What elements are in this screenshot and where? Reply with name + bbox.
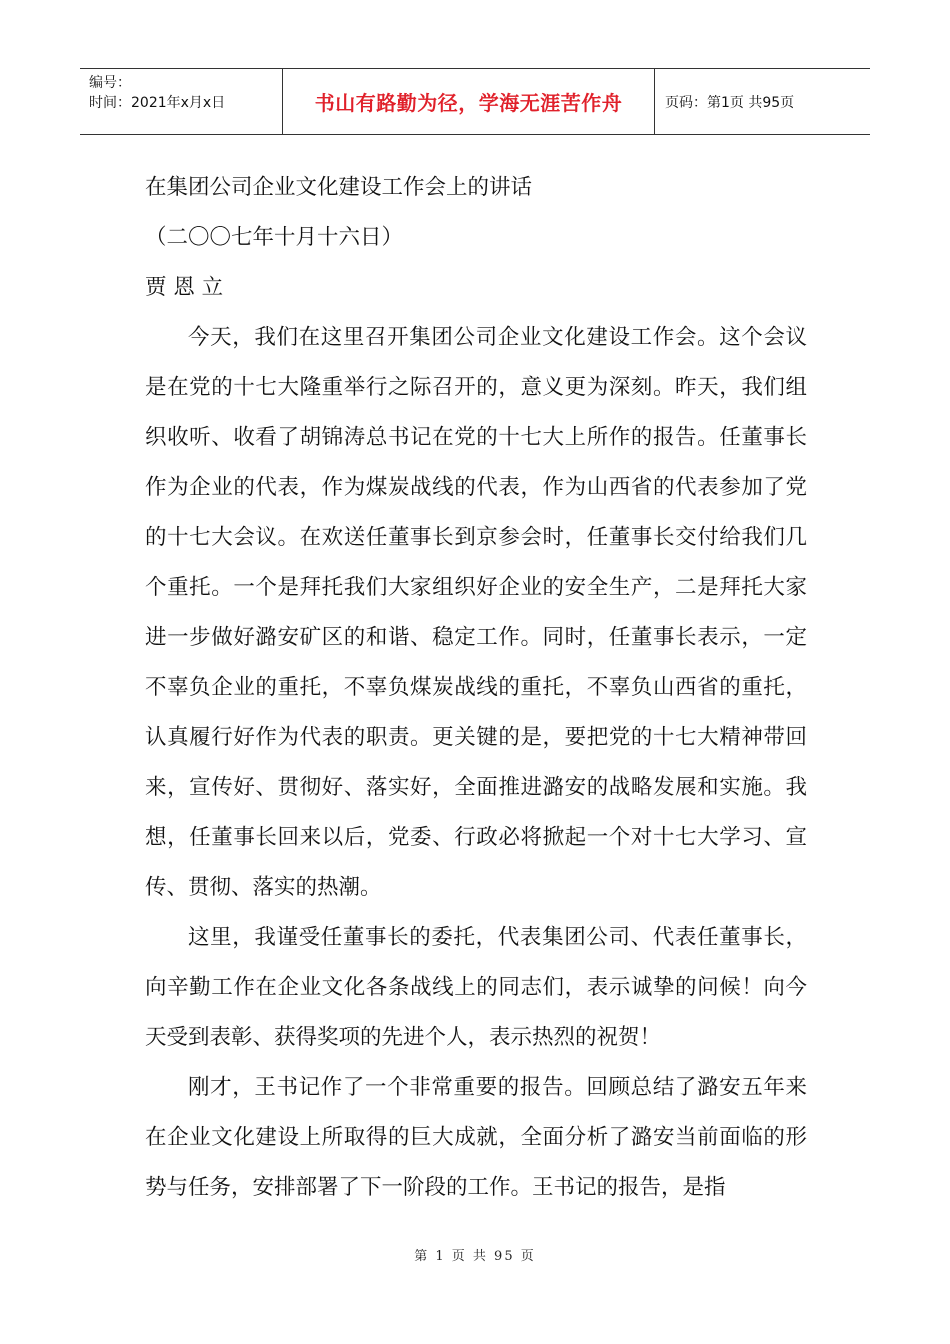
body-paragraph-3: 刚才，王书记作了一个非常重要的报告。回顾总结了潞安五年来在企业文化建设上所取得的巨大成就，全面分析了潞安当前面临的形势与任务，安排部署了下一阶段的工作。王书记的报告，是指 [145,1075,807,1200]
document-author: 贾 恩 立 [145,275,224,300]
page-header [80,68,870,135]
header-page-info: 页码：第1页 共95页 [665,94,795,111]
document-date: （二〇〇七年十月十六日） [145,225,404,250]
body-paragraph-2: 这里，我谨受任董事长的委托，代表集团公司、代表任董事长，向辛勤工作在企业文化各条战线上的同志们，表示诚挚的问候！向今天受到表彰、获得奖项的先进个人，表示热烈的祝贺！ [145,925,807,1050]
document-number-label: 编号： [89,75,131,91]
header-meta-cell [80,69,283,134]
page-footer: 第 1 页 共 95 页 [414,1249,536,1264]
document-body [145,163,807,1213]
body-paragraph-1: 今天，我们在这里召开集团公司企业文化建设工作会。这个会议是在党的十七大隆重举行之际召开的，意义更为深刻。昨天，我们组织收听、收看了胡锦涛总书记在党的十七大上所作的报告。任董事长作为企业的代表，作为煤炭战线的代表，作为山西省的代表参加了党的十七大会议。在欢送任董事长到京参会时，任董事长交付给我们几个重托。一个是拜托我们大家组织好企业的安全生产，二是拜托大家进一步做好潞安矿区的和谐、稳定工作。同时，任董事长表示，一定不辜负企业的重托，不辜负煤炭战线的重托，不辜负山西省的重托，认真履行好作为代表的职责。更关键的是，要把党的十七大精神带回来，宣传好、贯彻好、落实好，全面推进潞安的战略发展和实施。我想，任董事长回来以后，党委、行政必将掀起一个对十七大学习、宣传、贯彻、落实的热潮。 [145,325,807,900]
document-date-label: 时间：2021年x月x日 [89,95,226,111]
document-title: 在集团公司企业文化建设工作会上的讲话 [145,175,533,200]
header-page-cell [655,69,870,134]
header-motto-cell [283,69,655,134]
header-motto: 书山有路勤为径，学海无涯苦作舟 [314,91,623,115]
